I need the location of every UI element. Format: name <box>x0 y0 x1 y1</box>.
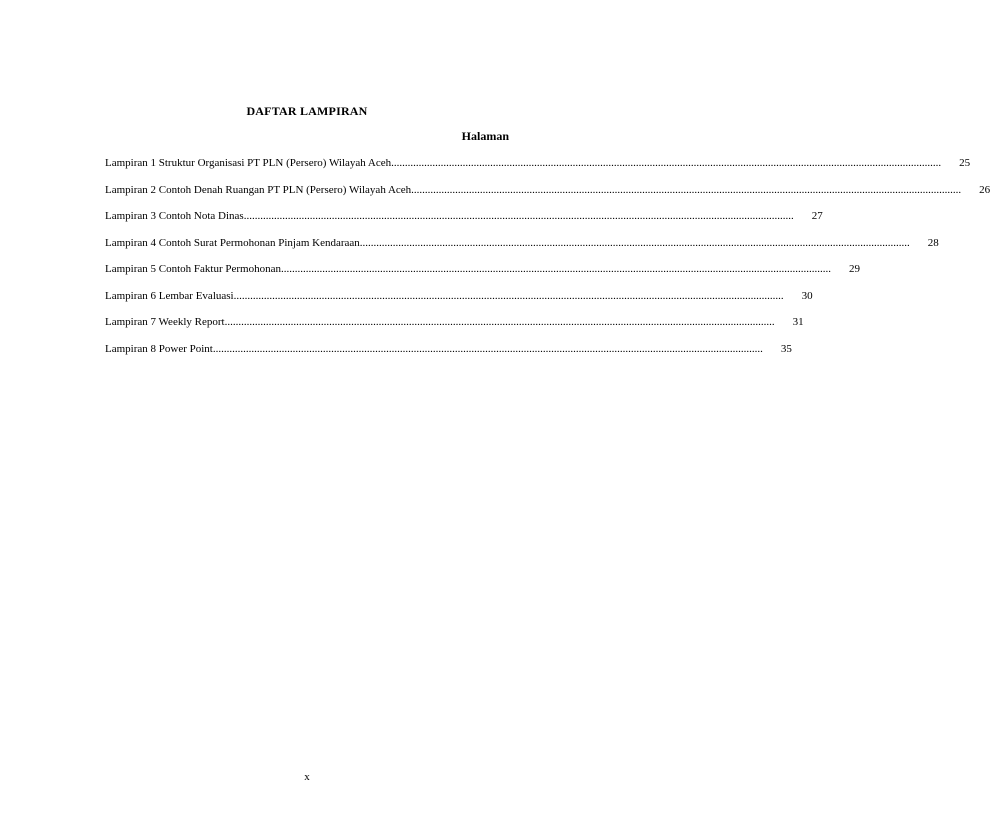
list-item <box>105 342 792 369</box>
list-item <box>105 156 971 183</box>
appendix-list <box>105 156 990 368</box>
footer-page-number: x <box>304 771 310 783</box>
entry-label: Lampiran 3 Contoh Nota Dinas <box>105 210 244 222</box>
entry-page-number: 31 <box>792 316 804 328</box>
entry-label: Lampiran 4 Contoh Surat Permohonan Pinjam Kendaraan <box>105 236 360 249</box>
dot-leader: ........................................................................................................................................................................................................ <box>280 263 831 275</box>
entry-label: Lampiran 5 Contoh Faktur Permohonan <box>105 263 281 275</box>
dot-leader: ........................................................................................................................................................................................................ <box>243 210 794 222</box>
entry-label: Lampiran 1 Struktur Organisasi PT PLN (Persero) Wilayah Aceh <box>105 157 392 169</box>
dot-leader: ........................................................................................................................................................................................................ <box>224 316 775 328</box>
entry-page-number: 35 <box>780 342 792 355</box>
dot-leader: ........................................................................................................................................................................................................ <box>411 183 962 196</box>
entry-label: Lampiran 2 Contoh Denah Ruangan PT PLN (Persero) Wilayah Aceh <box>105 183 412 196</box>
list-item <box>105 183 990 210</box>
list-item <box>105 289 813 316</box>
entry-page-number: 28 <box>927 236 939 249</box>
entry-page-number: 25 <box>959 157 971 169</box>
entry-page-number: 30 <box>801 289 813 302</box>
list-item <box>105 209 823 236</box>
dot-leader: ........................................................................................................................................................................................................ <box>391 157 942 169</box>
dot-leader: ........................................................................................................................................................................................................ <box>233 289 784 302</box>
entry-page-number: 26 <box>979 183 990 196</box>
list-item <box>105 236 939 263</box>
dot-leader: ........................................................................................................................................................................................................ <box>359 236 910 249</box>
entry-page-number: 29 <box>848 263 860 275</box>
entry-label: Lampiran 6 Lembar Evaluasi <box>105 289 234 302</box>
entry-label: Lampiran 7 Weekly Report <box>105 316 225 328</box>
page-title: DAFTAR LAMPIRAN <box>246 104 368 118</box>
dot-leader: ........................................................................................................................................................................................................ <box>212 342 763 355</box>
entry-label: Lampiran 8 Power Point <box>105 342 213 355</box>
page-column-header: Halaman <box>461 129 509 143</box>
list-item <box>105 315 804 342</box>
list-item <box>105 262 860 289</box>
entry-page-number: 27 <box>811 210 823 222</box>
